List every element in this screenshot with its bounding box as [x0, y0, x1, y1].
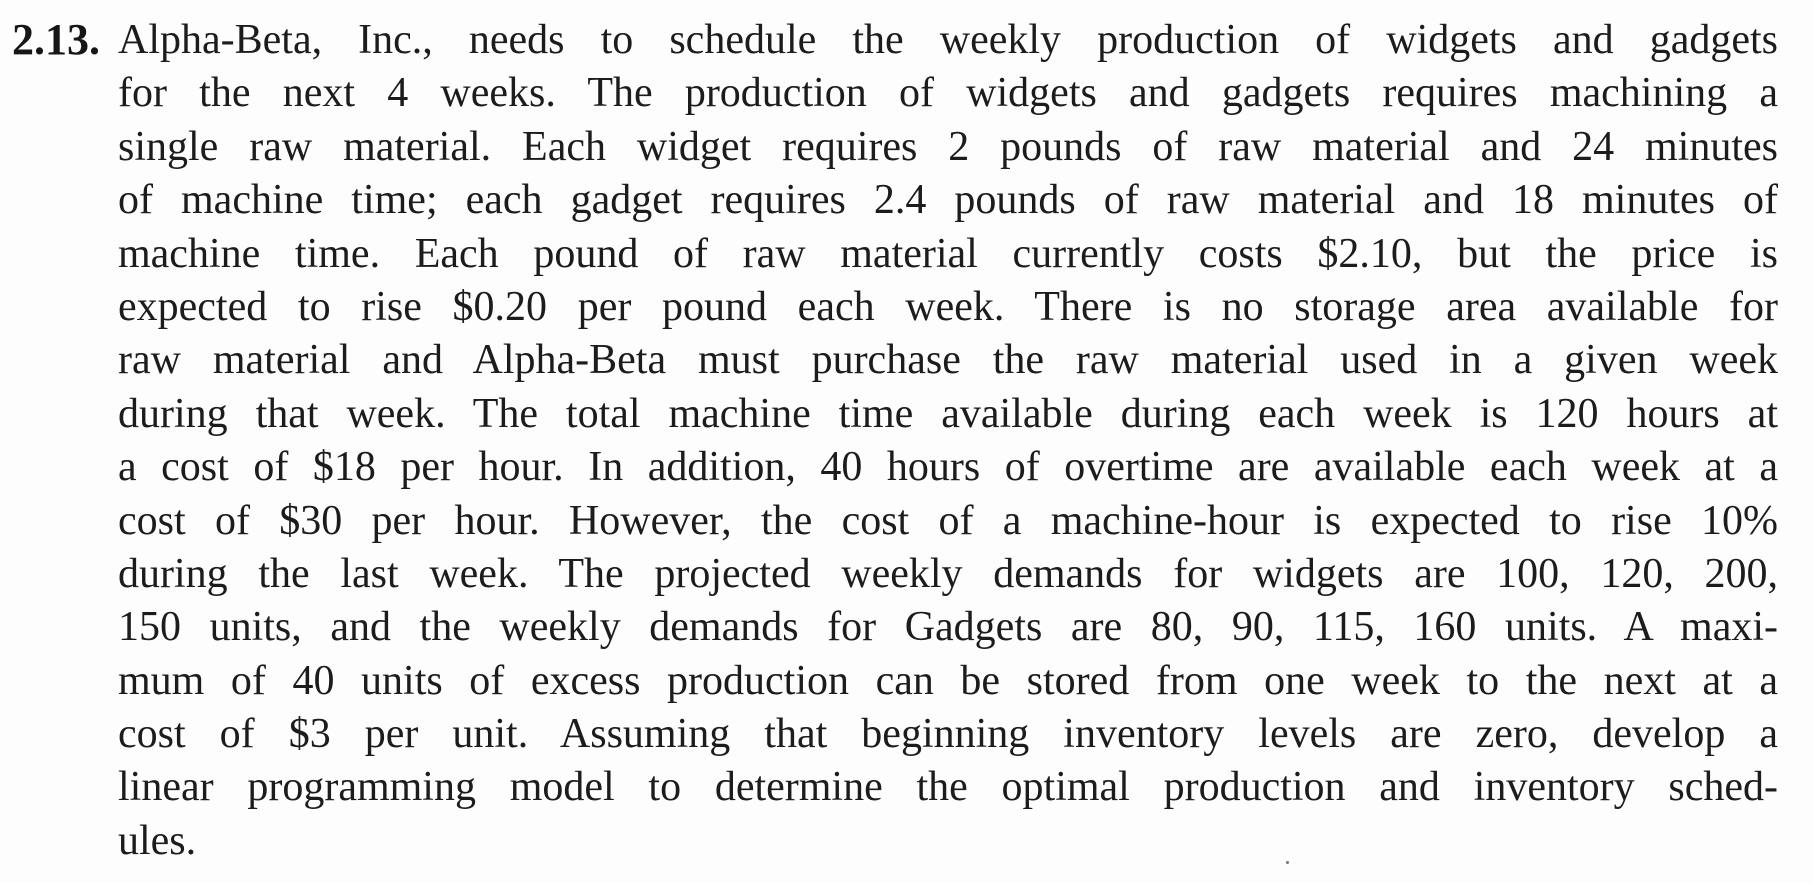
text-line: raw material and Alpha-Beta must purchase the raw material used in a given week: [118, 337, 1778, 384]
text-line: during that week. The total machine time available during each week is 120 hours at: [118, 390, 1778, 437]
text-line: linear programming model to determine the optimal production and inventory sched-: [118, 764, 1778, 811]
problem-number: 2.13.: [12, 15, 100, 64]
text-line: a cost of $18 per hour. In addition, 40 hours of overtime are available each week at a: [118, 444, 1778, 491]
text-line: during the last week. The projected weekly demands for widgets are 100, 120, 200,: [118, 550, 1778, 597]
text-line: 150 units, and the weekly demands for Gadgets are 80, 90, 115, 160 units. A maxi-: [118, 604, 1778, 651]
text-line: expected to rise $0.20 per pound each week. There is no storage area available for: [118, 283, 1778, 330]
text-line: Alpha-Beta, Inc., needs to schedule the weekly production of widgets and gadgets: [118, 17, 1778, 63]
text-line: of machine time; each gadget requires 2.4 pounds of raw material and 18 minutes of: [118, 177, 1778, 224]
text-line: ules.: [118, 817, 197, 864]
text-line: cost of $30 per hour. However, the cost of a machine-hour is expected to rise 10%: [118, 497, 1778, 544]
text-line: cost of $3 per unit. Assuming that beginning inventory levels are zero, develop a: [118, 711, 1778, 758]
text-line: single raw material. Each widget requires 2 pounds of raw material and 24 minutes: [118, 123, 1778, 170]
text-line: machine time. Each pound of raw material currently costs $2.10, but the price is: [118, 230, 1778, 277]
text-line: mum of 40 units of excess production can be stored from one week to the next at a: [118, 657, 1778, 704]
scan-speck: [1286, 861, 1289, 864]
text-line: for the next 4 weeks. The production of widgets and gadgets requires machining a: [118, 70, 1778, 117]
problem-text: [118, 14, 1778, 868]
